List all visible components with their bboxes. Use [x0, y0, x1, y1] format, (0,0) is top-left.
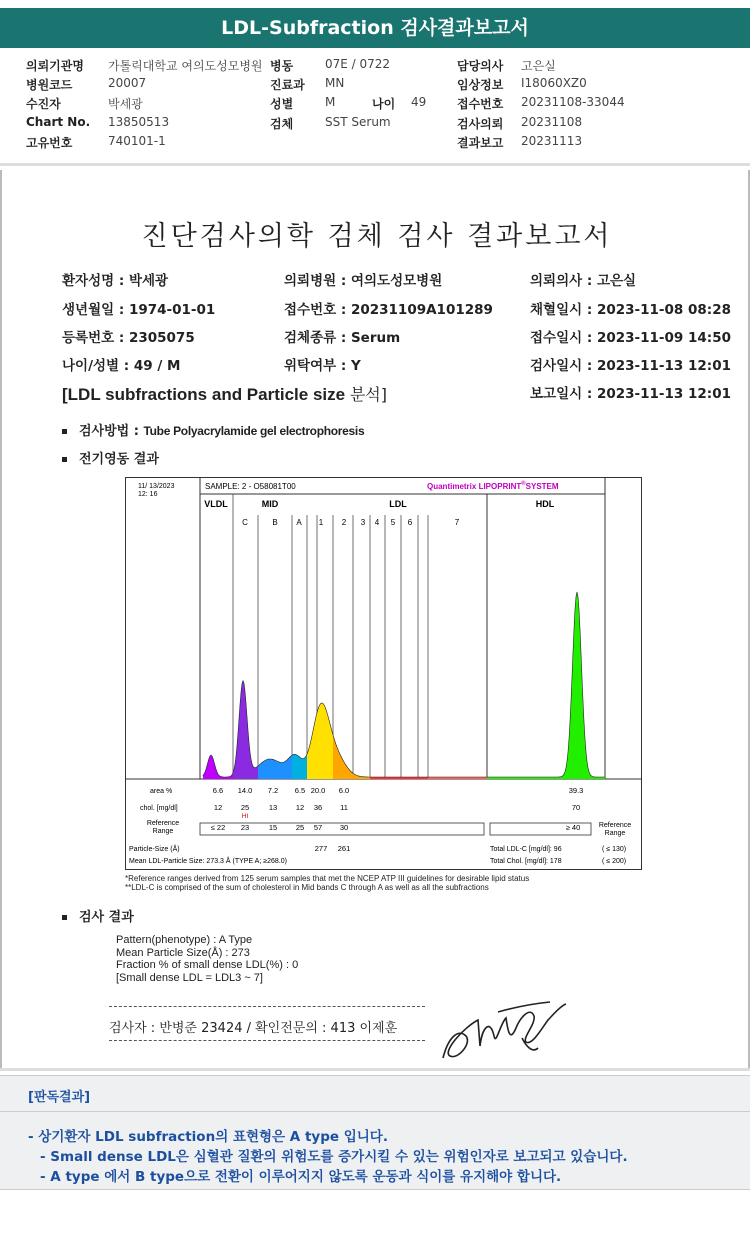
ref-right-label: Range [604, 830, 626, 837]
result-pattern: Pattern(phenotype) : A Type [116, 934, 253, 946]
value-result-report: 20231113 [521, 134, 583, 148]
bullet-icon [62, 429, 67, 434]
footnotes [125, 874, 529, 892]
chart-time: 12: 16 [138, 491, 158, 498]
accession-no: 접수번호 : 20231109A101289 [284, 302, 493, 318]
bullet-icon [62, 457, 67, 462]
value-examinee: 박세광 [108, 97, 143, 111]
table-cell: 11 [340, 803, 348, 812]
label-specimen: 검체 [270, 117, 294, 131]
result-fraction: Fraction % of small dense LDL(%) : 0 [116, 959, 299, 971]
band-label: 3 [360, 518, 366, 527]
interpretation-line-2: - Small dense LDL은 심혈관 질환의 위험도를 증가시킬 수 있는 위험인자로 보고되고 있습니다. [40, 1149, 628, 1165]
brand-sup: ® [521, 481, 526, 487]
report-document [0, 170, 750, 1068]
value-hospital-code: 20007 [108, 76, 147, 90]
inspector-line: 검사자 : 반병준 23424 / 확인전문의 : 413 이제훈 [109, 1021, 398, 1036]
table-cell: 6.5 [294, 786, 306, 795]
report-title: 진단검사의학 검체 검사 결과보고서 [141, 221, 613, 252]
subtitle-text: [LDL subfractions and Particle size [62, 385, 350, 404]
value-clinical-info: I18060XZ0 [521, 76, 587, 90]
signature-image [438, 998, 568, 1068]
interpretation-title: [판독결과] [28, 1090, 91, 1105]
result-heading [62, 906, 134, 925]
electrophoresis-label: 전기영동 결과 [79, 452, 159, 467]
value-sex: M [325, 95, 336, 109]
table-cell: 25 [295, 823, 305, 832]
band-label: C [242, 518, 248, 527]
result-mean-size: Mean Particle Size(Å) : 273 [116, 946, 250, 959]
age-sex: 나이/성별 : 49 / M [62, 358, 181, 374]
test-datetime: 검사일시 : 2023-11-13 12:01 [530, 358, 731, 374]
value-ward: 07E / 0722 [325, 57, 391, 71]
method-label: 검사방법 : [79, 424, 139, 439]
brand-name: Quantimetrix LIPOPRINT [427, 482, 522, 491]
requesting-hospital: 의뢰병원 : 여의도성모병원 [284, 273, 443, 289]
value-doctor: 고은실 [521, 59, 556, 73]
label-unique-id: 고유번호 [26, 136, 73, 150]
chart-date: 11/ 13/2023 [138, 483, 175, 490]
high-flag: HI [241, 813, 249, 820]
total-ldl-ref: ( ≤ 130) [602, 846, 627, 853]
band-label: A [296, 518, 302, 527]
table-cell: 30 [339, 823, 349, 832]
label-institution: 의뢰기관명 [26, 59, 84, 73]
table-cell: 36 [313, 803, 323, 812]
analysis-subtitle [62, 382, 387, 405]
label-sex: 성별 [270, 97, 294, 111]
value-age: 49 [411, 95, 427, 109]
band-label: 2 [341, 518, 347, 527]
subtitle-text-kr: 분석] [349, 385, 387, 404]
brand-suffix: SYSTEM [525, 482, 559, 491]
band-label: 7 [454, 518, 460, 527]
total-chol-ref: ( ≤ 200) [602, 858, 627, 865]
chart-sample: SAMPLE: 2 - O58081T00 [205, 482, 296, 491]
row-label-ref: Range [152, 828, 174, 835]
table-cell: 23 [240, 823, 250, 832]
row-label-area: area % [150, 788, 173, 795]
requesting-doctor: 의뢰의사 : 고은실 [530, 273, 637, 289]
band-label: 6 [407, 518, 413, 527]
ref-right-label: Reference [598, 822, 632, 829]
band-label: 4 [374, 518, 380, 527]
table-cell: 57 [313, 823, 323, 832]
value-specimen: SST Serum [325, 115, 391, 129]
table-cell: 7.2 [267, 786, 279, 795]
label-department: 진료과 [270, 78, 305, 92]
bullet-icon [62, 915, 67, 920]
table-cell: ≥ 40 [565, 823, 581, 832]
request-info [0, 52, 750, 152]
dashed-divider [109, 1040, 425, 1041]
divider [0, 1068, 750, 1071]
result-label: 검사 결과 [79, 910, 134, 925]
label-examinee: 수진자 [26, 97, 61, 111]
lipoprint-chart [125, 477, 642, 870]
table-cell: 12 [295, 803, 305, 812]
table-cell: 39.3 [568, 786, 584, 795]
label-test-request: 검사의뢰 [457, 117, 504, 131]
mean-size: Mean LDL-Particle Size: 273.3 Å (TYPE A; ≥268.0) [129, 858, 287, 865]
group-label: MID [261, 499, 279, 509]
report-header-title: LDL-Subfraction 검사결과보고서 [0, 8, 750, 48]
value-chart-no: 13850513 [108, 115, 170, 129]
table-cell: ≤ 22 [210, 823, 226, 832]
label-age: 나이 [372, 97, 396, 111]
table-cell: 25 [240, 803, 250, 812]
table-cell: 14.0 [237, 786, 253, 795]
birth-date: 생년월일 : 1974-01-01 [62, 302, 216, 318]
table-cell: 70 [571, 803, 581, 812]
table-cell: 13 [268, 803, 278, 812]
particle-size-value: 261 [337, 844, 351, 853]
panel-divider [0, 1111, 750, 1112]
table-cell: 6.6 [212, 786, 224, 795]
divider [0, 163, 750, 166]
band-label: 1 [318, 518, 324, 527]
dashed-divider [109, 1006, 425, 1007]
total-chol: Total Chol. [mg/dl]: 178 [490, 858, 562, 865]
report-datetime: 보고일시 : 2023-11-13 12:01 [530, 386, 731, 402]
particle-size-value: 277 [314, 844, 328, 853]
value-test-request: 20231108 [521, 115, 583, 129]
label-doctor: 담당의사 [457, 59, 504, 73]
interpretation-line-1: - 상기환자 LDL subfraction의 표현형은 A type 입니다. [28, 1129, 388, 1145]
result-summary [116, 934, 298, 984]
value-department: MN [325, 76, 345, 90]
value-institution: 가톨릭대학교 여의도성모병원 [108, 59, 263, 73]
value-unique-id: 740101-1 [108, 134, 166, 148]
label-hospital-code: 병원코드 [26, 78, 73, 92]
interpretation-line-3: - A type 에서 B type으로 전환이 이루어지지 않도록 운동과 식이를 유지해야 합니다. [40, 1169, 562, 1185]
label-clinical-info: 임상정보 [457, 78, 504, 92]
footnote-2: **LDL-C is comprised of the sum of cholesterol in Mid bands C through A as well as all the subfractions [125, 883, 489, 892]
patient-name: 환자성명 : 박세광 [62, 273, 169, 289]
table-cell: 12 [213, 803, 223, 812]
row-label-ref: Reference [146, 820, 180, 827]
value-accession: 20231108-33044 [521, 95, 625, 109]
band-label: 5 [390, 518, 396, 527]
particle-size-label: Particle-Size (Å) [129, 846, 180, 853]
draw-datetime: 채혈일시 : 2023-11-08 08:28 [530, 302, 731, 318]
row-label-chol: chol. [mg/dl] [140, 805, 178, 812]
result-definition: [Small dense LDL = LDL3 ~ 7] [116, 971, 263, 984]
receive-datetime: 접수일시 : 2023-11-09 14:50 [530, 330, 731, 346]
registration-no: 등록번호 : 2305075 [62, 330, 195, 346]
chart-brand [427, 480, 559, 491]
label-ward: 병동 [270, 59, 294, 73]
group-label: LDL [389, 499, 407, 509]
label-chart-no: Chart No. [26, 115, 91, 129]
table-cell: 15 [268, 823, 278, 832]
label-accession: 접수번호 [457, 97, 504, 111]
footnote-1: *Reference ranges derived from 125 serum samples that met the NCEP ATP III guidelines for desirable lipid status [125, 874, 530, 883]
electrophoresis-heading [62, 448, 159, 467]
method-line [62, 420, 364, 439]
method-value: Tube Polyacrylamide gel electrophoresis [143, 424, 365, 438]
table-cell: 6.0 [338, 786, 350, 795]
interpretation-panel [0, 1075, 750, 1190]
table-cell: 20.0 [310, 786, 326, 795]
band-label: B [272, 518, 278, 527]
total-ldl: Total LDL-C [mg/dl]: 96 [490, 846, 562, 853]
group-label: VLDL [204, 499, 228, 509]
group-label: HDL [535, 499, 555, 509]
label-result-report: 결과보고 [457, 136, 504, 150]
specimen-type: 검체종류 : Serum [284, 330, 401, 346]
consignment: 위탁여부 : Y [284, 358, 361, 374]
